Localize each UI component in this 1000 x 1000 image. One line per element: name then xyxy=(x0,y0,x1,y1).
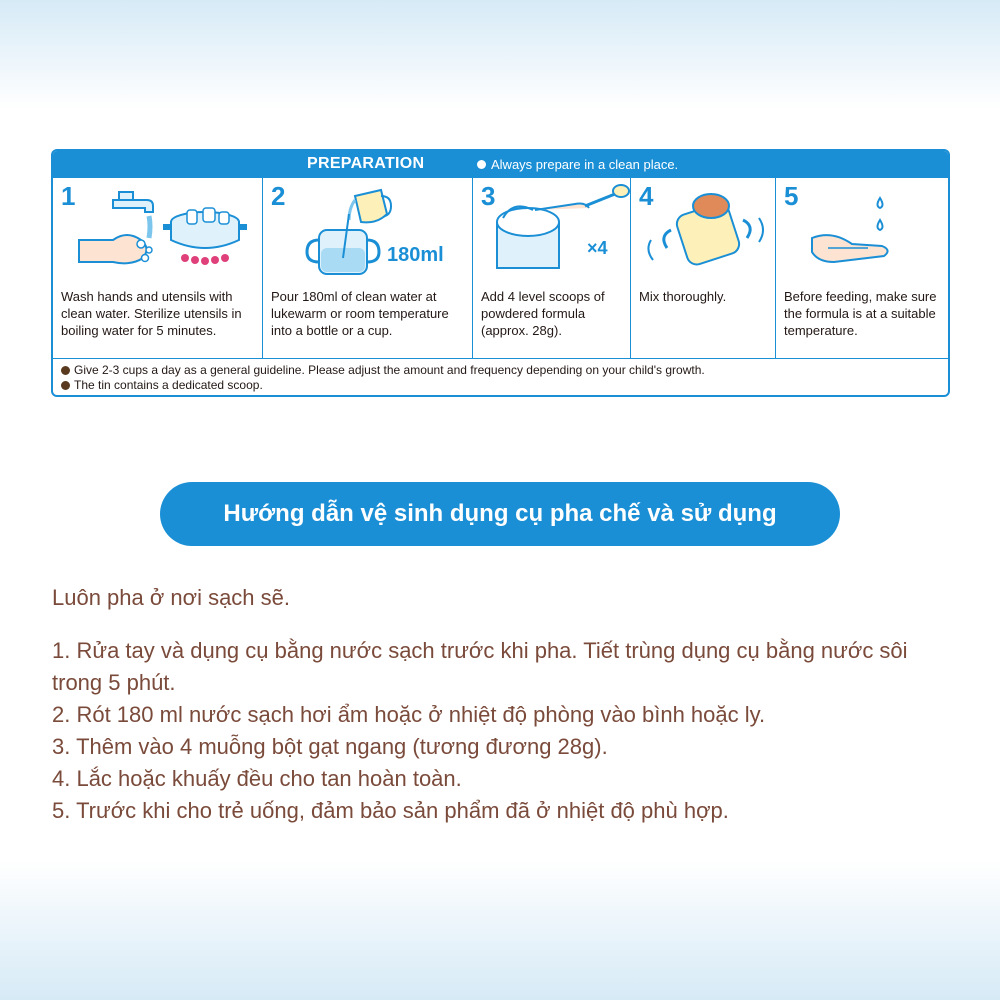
steps-row xyxy=(53,178,948,358)
preparation-panel xyxy=(51,149,950,397)
step-number: 4 xyxy=(639,181,654,211)
footnote-text: The tin contains a dedicated scoop. xyxy=(74,378,263,392)
footnote xyxy=(61,363,940,378)
instruction-step: 1. Rửa tay và dụng cụ bằng nước sạch trước khi pha. Tiết trùng dụng cụ bằng nước sôi trong 5 phút. xyxy=(52,638,908,695)
instruction-step: 4. Lắc hoặc khuấy đều cho tan hoàn toàn. xyxy=(52,766,462,791)
step-text: Before feeding, make sure the formula is at a suitable temperature. xyxy=(784,289,937,338)
section-banner: Hướng dẫn vệ sinh dụng cụ pha chế và sử dụng xyxy=(160,482,840,546)
intro-line: Luôn pha ở nơi sạch sẽ. xyxy=(52,585,291,610)
scoop-count-label: ×4 xyxy=(587,238,608,258)
bullet-icon xyxy=(477,160,486,169)
step-text: Add 4 level scoops of powdered formula (approx. 28g). xyxy=(481,289,605,338)
step-number: 3 xyxy=(481,181,496,211)
vietnamese-instructions xyxy=(52,582,957,827)
step-1 xyxy=(53,178,263,358)
step-number: 5 xyxy=(784,181,799,211)
footnote-text: Give 2-3 cups a day as a general guideline. Please adjust the amount and frequency depending on your child's growth. xyxy=(74,363,705,377)
instruction-step: 3. Thêm vào 4 muỗng bột gạt ngang (tương đương 28g). xyxy=(52,734,608,759)
wrist-drop-test-icon xyxy=(776,178,948,286)
instruction-step: 5. Trước khi cho trẻ uống, đảm bảo sản phẩm đã ở nhiệt độ phù hợp. xyxy=(52,798,729,823)
pouring-cup-icon xyxy=(263,178,473,286)
step-text: Pour 180ml of clean water at lukewarm or room temperature into a bottle or a cup. xyxy=(271,289,449,338)
bullet-icon xyxy=(61,366,70,375)
shaking-cup-icon xyxy=(631,178,776,286)
step-5 xyxy=(776,178,948,358)
step-2 xyxy=(263,178,473,358)
step-number: 2 xyxy=(271,181,286,211)
formula-tin-scoop-icon xyxy=(473,178,631,286)
preparation-header xyxy=(53,151,948,178)
step-3 xyxy=(473,178,631,358)
step-text: Wash hands and utensils with clean water. Sterilize utensils in boiling water for 5 minutes. xyxy=(61,289,242,338)
step-4 xyxy=(631,178,776,358)
instruction-step: 2. Rót 180 ml nước sạch hơi ẩm hoặc ở nhiệt độ phòng vào bình hoặc ly. xyxy=(52,702,766,727)
volume-label: 180ml xyxy=(387,244,444,266)
bullet-icon xyxy=(61,381,70,390)
preparation-note xyxy=(477,157,678,172)
boiling-pot-icon xyxy=(53,178,263,286)
preparation-title: PREPARATION xyxy=(307,155,425,172)
step-number: 1 xyxy=(61,181,76,211)
preparation-footnotes xyxy=(53,358,948,397)
step-text: Mix thoroughly. xyxy=(639,289,727,304)
footnote xyxy=(61,378,940,393)
preparation-note-text: Always prepare in a clean place. xyxy=(491,157,679,172)
